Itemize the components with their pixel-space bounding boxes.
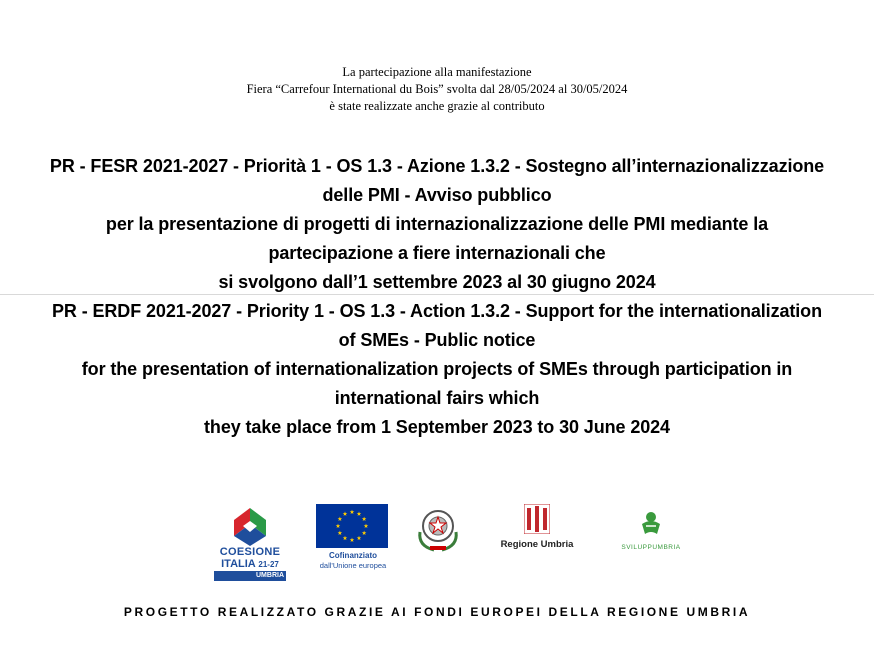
regione-umbria-label: Regione Umbria <box>500 539 574 550</box>
regione-umbria-icon <box>524 504 550 534</box>
republic-emblem-icon <box>412 502 464 554</box>
intro-line-1: La partecipazione alla manifestazione <box>342 65 532 79</box>
italian-line-2: delle PMI - Avviso pubblico <box>322 185 552 205</box>
coesione-italia-logo <box>212 502 288 582</box>
italian-line-4: partecipazione a fiere internazionali che <box>268 243 606 263</box>
section-divider <box>0 294 874 295</box>
italian-line-5: si svolgono dall’1 settembre 2023 al 30 giugno 2024 <box>218 272 656 292</box>
eu-line-1: Cofinanziato <box>329 551 377 560</box>
intro-line-3: è state realizzate anche grazie al contributo <box>329 99 545 113</box>
eu-cofunded-logo <box>310 504 396 572</box>
eu-flag-icon <box>316 504 388 548</box>
english-line-1: PR - ERDF 2021-2027 - Priority 1 - OS 1.3 - Action 1.3.2 - Support for the internationalization <box>52 301 822 321</box>
italian-republic-emblem <box>412 502 464 554</box>
english-line-4: international fairs which <box>334 388 540 408</box>
coesione-years: 21-27 <box>258 560 279 569</box>
coesione-line-2 <box>212 558 288 570</box>
coesione-region-band <box>214 571 286 581</box>
italian-line-3: per la presentazione di progetti di internazionalizzazione delle PMI mediante la <box>105 214 769 234</box>
intro-line-2 <box>0 81 874 98</box>
intro-text <box>0 64 874 115</box>
eu-line-2: dall'Unione europea <box>319 561 387 570</box>
english-line-5: they take place from 1 September 2023 to 30 June 2024 <box>204 417 670 437</box>
coesione-line-1: COESIONE <box>219 546 281 558</box>
intro-line-2-text: Fiera “Carrefour International du Bois” svolta dal 28/05/2024 al 30/05/2024 <box>246 82 628 96</box>
sviluppumbria-logo <box>614 508 688 558</box>
italian-line-1: PR - FESR 2021-2027 - Priorità 1 - OS 1.3 - Azione 1.3.2 - Sostegno all’internazionalizzazione <box>49 156 825 176</box>
coesione-italia-text: ITALIA <box>221 558 256 570</box>
italian-program-block <box>0 152 874 297</box>
english-line-2: of SMEs - Public notice <box>338 330 536 350</box>
sviluppumbria-label: SVILUPPUMBRIA <box>621 544 681 551</box>
english-program-block <box>0 297 874 442</box>
english-line-3: for the presentation of internationalization projects of SMEs through participation in <box>81 359 793 379</box>
footer-text: PROGETTO REALIZZATO GRAZIE AI FONDI EUROPEI DELLA REGIONE UMBRIA <box>123 605 751 619</box>
coesione-region: UMBRIA <box>256 572 284 579</box>
coesione-italia-icon <box>212 502 288 546</box>
regione-umbria-logo <box>492 504 582 552</box>
sviluppumbria-icon <box>636 508 666 538</box>
